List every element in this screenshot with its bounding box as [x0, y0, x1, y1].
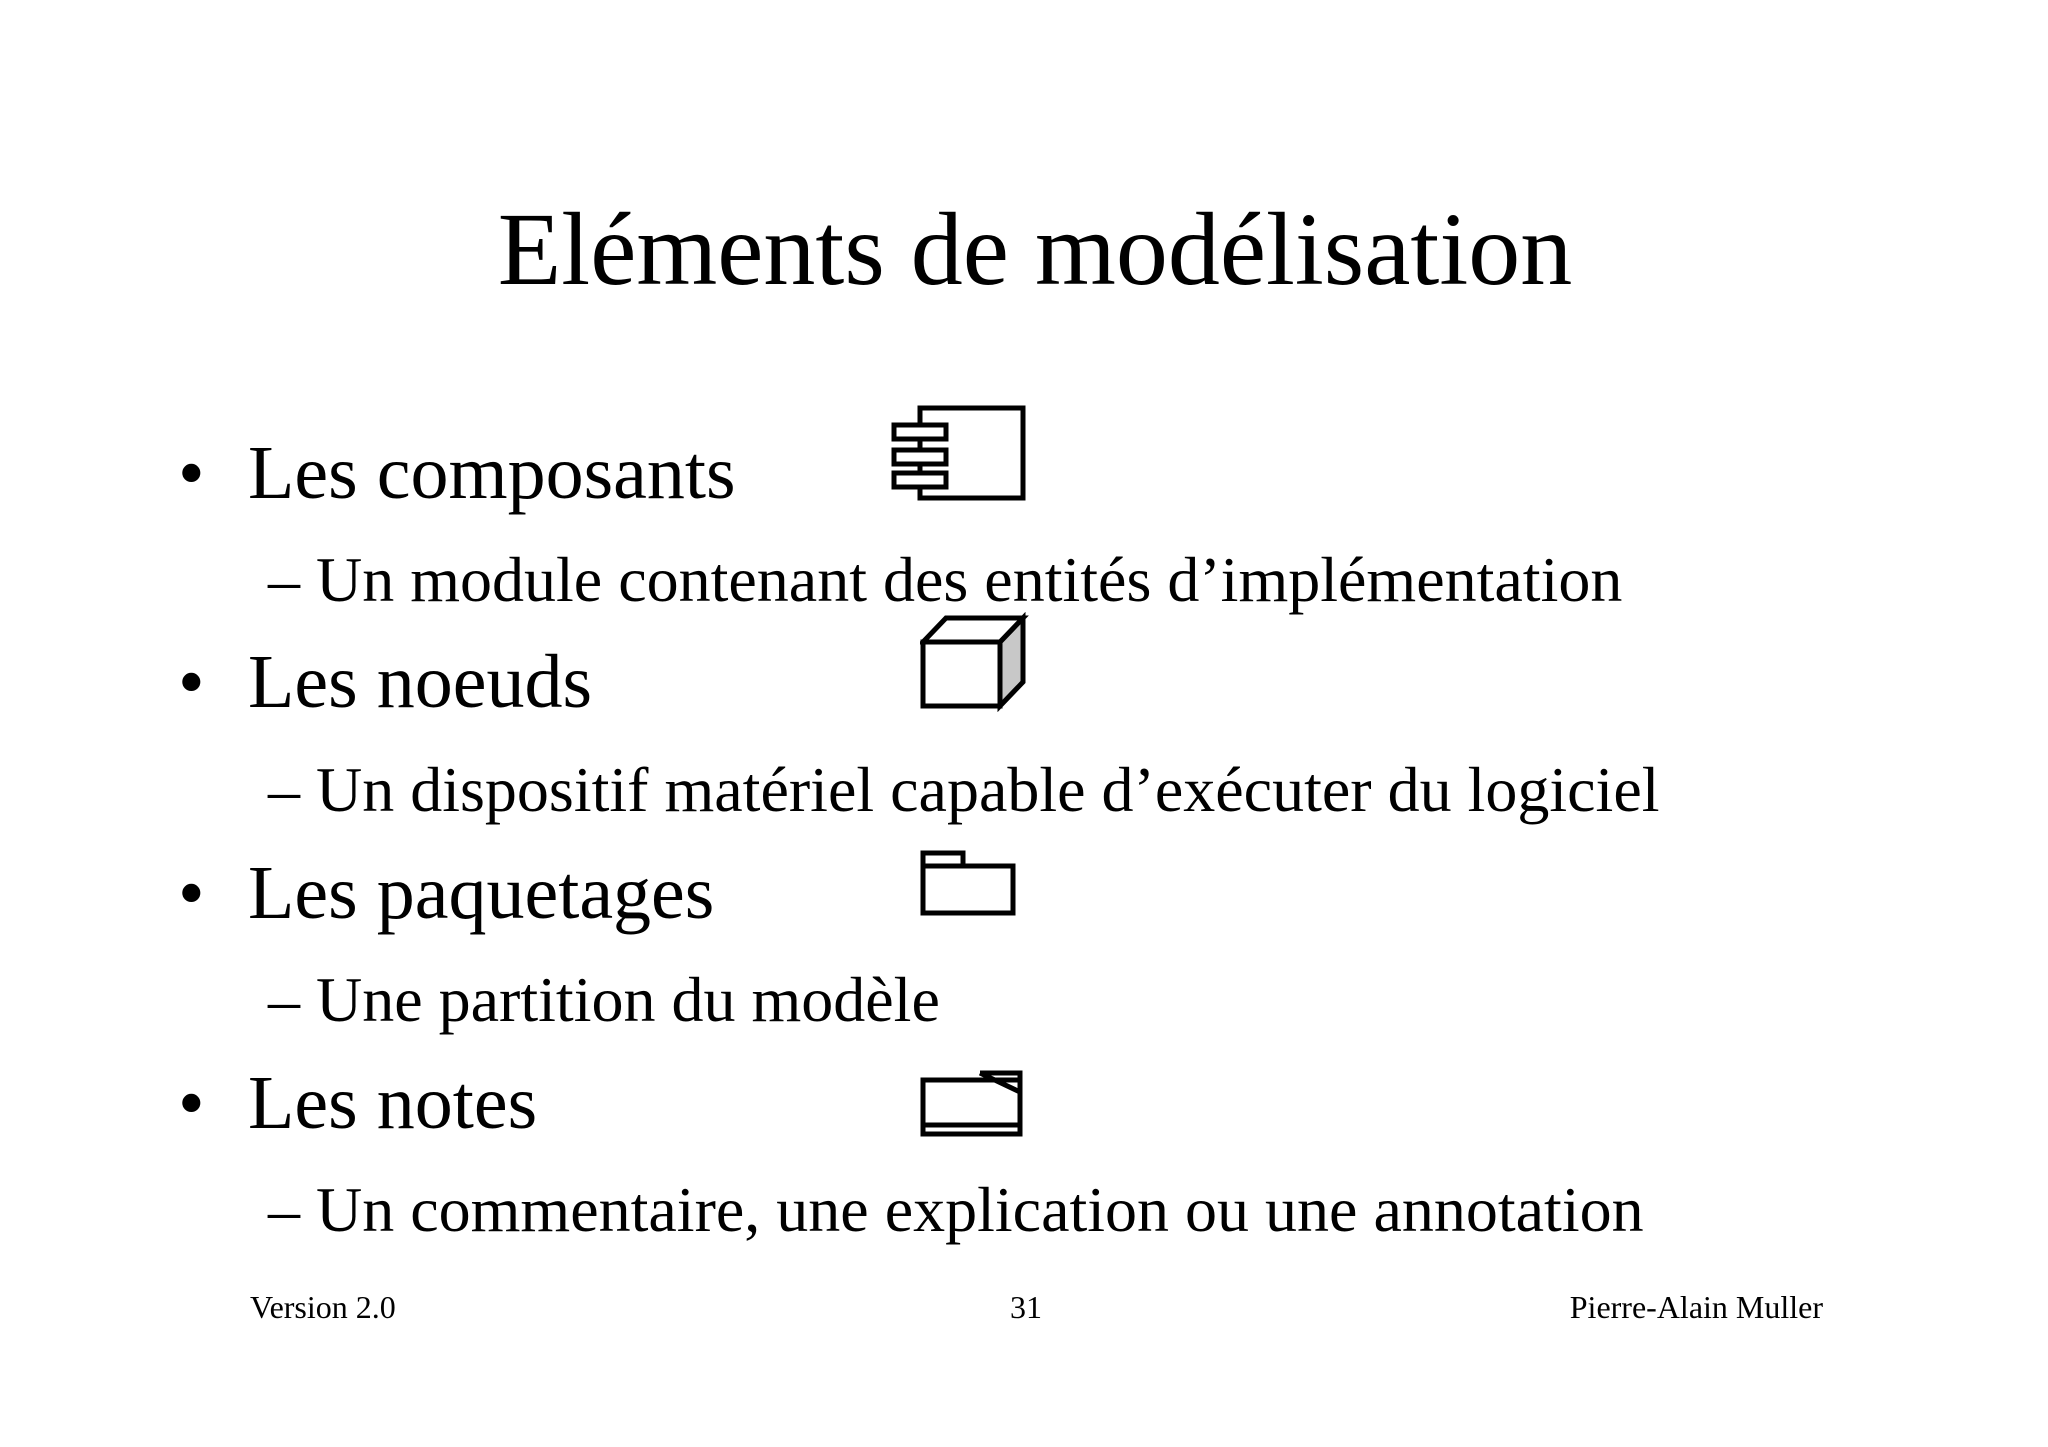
package-icon [920, 850, 1020, 920]
bullet-label: Les paquetages [248, 851, 715, 935]
bullet-item-composants [178, 428, 736, 518]
bullet-item-noeuds [178, 637, 592, 727]
footer-page-number: 31 [1010, 1289, 1042, 1325]
bullet-label: Les noeuds [248, 640, 593, 724]
bullet-item-paquetages [178, 848, 714, 938]
bullet-label: Les notes [248, 1061, 538, 1145]
bullet-label: Les composants [248, 431, 736, 515]
sub-item-composants: – Un module contenant des entités d’implémentation [268, 544, 1623, 615]
bullet-item-notes [178, 1058, 537, 1148]
sub-item-notes: – Un commentaire, une explication ou une annotation [268, 1174, 1644, 1245]
bullet-marker: • [178, 1061, 205, 1145]
sub-item-noeuds: – Un dispositif matériel capable d’exécuter du logiciel [268, 754, 1660, 825]
component-icon [890, 405, 1030, 505]
footer-author: Pierre-Alain Muller [1569, 1289, 1823, 1325]
slide-title: Eléments de modélisation [497, 192, 1573, 307]
footer-version: Version 2.0 [250, 1289, 396, 1325]
sub-item-paquetages: – Une partition du modèle [268, 964, 940, 1035]
bullet-marker: • [178, 851, 205, 935]
note-icon [920, 1070, 1030, 1140]
bullet-marker: • [178, 640, 205, 724]
bullet-marker: • [178, 431, 205, 515]
node-icon [920, 612, 1030, 712]
